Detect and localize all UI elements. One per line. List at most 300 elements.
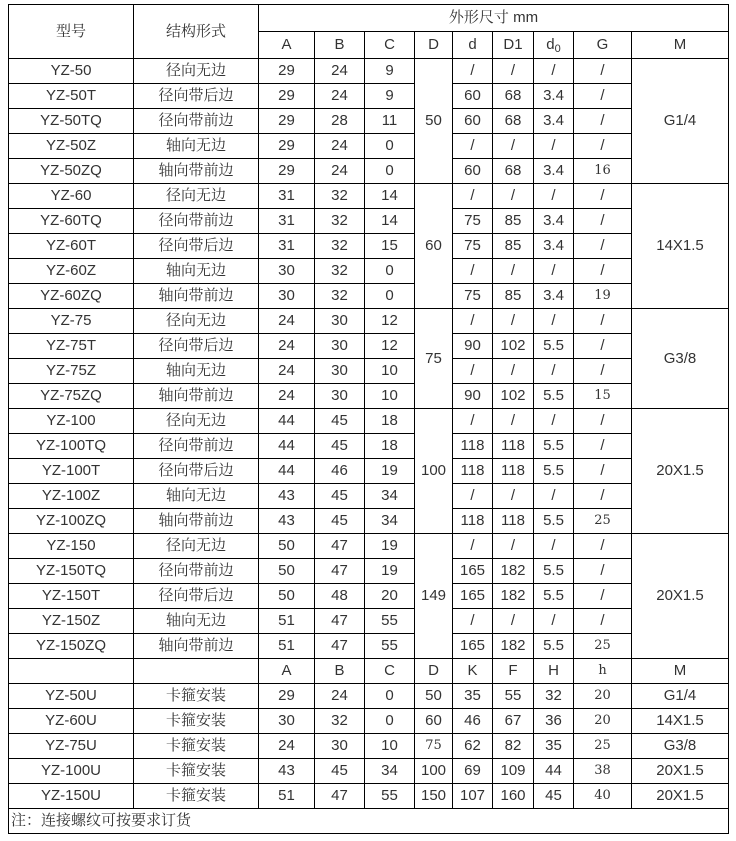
h-cell: 35 <box>534 734 574 759</box>
thread-cell: 20X1.5 <box>632 534 729 659</box>
inner-diameter-cell: 75 <box>453 234 493 259</box>
c-cell: 34 <box>365 509 415 534</box>
c-cell: 0 <box>365 709 415 734</box>
m-cell: G3/8 <box>632 734 729 759</box>
m-cell: 20X1.5 <box>632 759 729 784</box>
table-row <box>9 334 729 359</box>
a-cell: 29 <box>259 109 315 134</box>
d0-cell: 3.4 <box>534 159 574 184</box>
inner-diameter-cell: / <box>453 409 493 434</box>
u-header-row <box>9 659 729 684</box>
d0-cell: 3.4 <box>534 209 574 234</box>
f-cell: 55 <box>493 684 534 709</box>
a-cell: 31 <box>259 184 315 209</box>
table-row <box>9 634 729 659</box>
c-cell: 10 <box>365 359 415 384</box>
d0-cell: / <box>534 259 574 284</box>
table-row <box>9 134 729 159</box>
d0-cell: 5.5 <box>534 384 574 409</box>
c-cell: 10 <box>365 734 415 759</box>
a-cell: 43 <box>259 759 315 784</box>
b-cell: 30 <box>315 359 365 384</box>
d0-cell: 5.5 <box>534 634 574 659</box>
h-cell: 32 <box>534 684 574 709</box>
note-cell: 注：连接螺纹可按要求订货 <box>9 809 729 834</box>
table-row <box>9 609 729 634</box>
d1-cell: 182 <box>493 584 534 609</box>
g-cell: / <box>574 609 632 634</box>
d1-cell: 118 <box>493 434 534 459</box>
b-cell: 47 <box>315 784 365 809</box>
model-cell: YZ-100Z <box>9 484 134 509</box>
a-cell: 29 <box>259 84 315 109</box>
outer-diameter-cell: 149 <box>415 534 453 659</box>
inner-diameter-cell: 90 <box>453 334 493 359</box>
u-col-header-h-upper: H <box>534 659 574 684</box>
d-cell: 75 <box>415 734 453 759</box>
a-cell: 31 <box>259 209 315 234</box>
d0-cell: / <box>534 534 574 559</box>
a-cell: 43 <box>259 509 315 534</box>
inner-diameter-cell: / <box>453 184 493 209</box>
a-cell: 29 <box>259 134 315 159</box>
model-cell: YZ-60U <box>9 709 134 734</box>
d1-cell: 118 <box>493 459 534 484</box>
inner-diameter-cell: 90 <box>453 384 493 409</box>
a-cell: 24 <box>259 309 315 334</box>
k-cell: 62 <box>453 734 493 759</box>
d0-cell: / <box>534 59 574 84</box>
g-cell: / <box>574 184 632 209</box>
u-col-header-k: K <box>453 659 493 684</box>
d0-cell: 5.5 <box>534 584 574 609</box>
c-cell: 34 <box>365 484 415 509</box>
structure-cell: 径向无边 <box>134 534 259 559</box>
d1-cell: / <box>493 484 534 509</box>
u-col-header-a: A <box>259 659 315 684</box>
k-cell: 35 <box>453 684 493 709</box>
d0-cell: 5.5 <box>534 559 574 584</box>
model-cell: YZ-150ZQ <box>9 634 134 659</box>
model-cell: YZ-150 <box>9 534 134 559</box>
col-header-d-inner: d <box>453 32 493 59</box>
model-cell: YZ-100T <box>9 459 134 484</box>
model-cell: YZ-60T <box>9 234 134 259</box>
d1-cell: / <box>493 134 534 159</box>
d-cell: 100 <box>415 759 453 784</box>
col-header-d1: D1 <box>493 32 534 59</box>
outer-diameter-cell: 50 <box>415 59 453 184</box>
model-cell: YZ-50T <box>9 84 134 109</box>
structure-cell: 轴向无边 <box>134 609 259 634</box>
model-cell: YZ-60ZQ <box>9 284 134 309</box>
g-cell: / <box>574 584 632 609</box>
table-row <box>9 459 729 484</box>
g-cell: / <box>574 134 632 159</box>
structure-cell: 卡箍安装 <box>134 759 259 784</box>
structure-cell: 径向无边 <box>134 409 259 434</box>
structure-cell: 径向无边 <box>134 59 259 84</box>
d0-subscript: 0 <box>554 43 561 55</box>
g-cell: / <box>574 484 632 509</box>
model-cell: YZ-50TQ <box>9 109 134 134</box>
h-cell: 45 <box>534 784 574 809</box>
u-col-header-f: F <box>493 659 534 684</box>
c-cell: 9 <box>365 84 415 109</box>
c-cell: 19 <box>365 534 415 559</box>
inner-diameter-cell: 118 <box>453 459 493 484</box>
d1-cell: 182 <box>493 559 534 584</box>
col-header-d0 <box>534 32 574 59</box>
d1-cell: 118 <box>493 509 534 534</box>
c-cell: 10 <box>365 384 415 409</box>
f-cell: 67 <box>493 709 534 734</box>
a-cell: 43 <box>259 484 315 509</box>
d0-cell: 3.4 <box>534 234 574 259</box>
d0-cell: / <box>534 134 574 159</box>
structure-cell: 轴向无边 <box>134 484 259 509</box>
a-cell: 31 <box>259 234 315 259</box>
model-cell: YZ-100U <box>9 759 134 784</box>
structure-header: 结构形式 <box>134 5 259 59</box>
g-cell: / <box>574 234 632 259</box>
structure-cell: 径向带后边 <box>134 84 259 109</box>
c-cell: 0 <box>365 684 415 709</box>
model-cell: YZ-100ZQ <box>9 509 134 534</box>
c-cell: 12 <box>365 334 415 359</box>
m-cell: G1/4 <box>632 684 729 709</box>
h-cell: 44 <box>534 759 574 784</box>
model-cell: YZ-150U <box>9 784 134 809</box>
c-cell: 20 <box>365 584 415 609</box>
table-row <box>9 734 729 759</box>
c-cell: 0 <box>365 159 415 184</box>
d0-cell: / <box>534 184 574 209</box>
a-cell: 24 <box>259 334 315 359</box>
a-cell: 24 <box>259 734 315 759</box>
d0-cell: / <box>534 359 574 384</box>
b-cell: 24 <box>315 134 365 159</box>
structure-cell: 卡箍安装 <box>134 684 259 709</box>
dimensions-header: 外形尺寸 mm <box>259 5 729 32</box>
d0-cell: 5.5 <box>534 334 574 359</box>
table-row <box>9 84 729 109</box>
g-cell: / <box>574 109 632 134</box>
d0-cell: / <box>534 409 574 434</box>
d1-cell: / <box>493 184 534 209</box>
table-row <box>9 434 729 459</box>
model-cell: YZ-50 <box>9 59 134 84</box>
inner-diameter-cell: 165 <box>453 559 493 584</box>
col-header-b: B <box>315 32 365 59</box>
structure-cell: 径向带后边 <box>134 334 259 359</box>
a-cell: 50 <box>259 584 315 609</box>
d1-cell: 68 <box>493 109 534 134</box>
f-cell: 82 <box>493 734 534 759</box>
f-cell: 109 <box>493 759 534 784</box>
b-cell: 47 <box>315 634 365 659</box>
d-cell: 50 <box>415 684 453 709</box>
table-row <box>9 684 729 709</box>
inner-diameter-cell: / <box>453 59 493 84</box>
d0-cell: 3.4 <box>534 284 574 309</box>
inner-diameter-cell: / <box>453 484 493 509</box>
d1-cell: / <box>493 309 534 334</box>
inner-diameter-cell: 165 <box>453 634 493 659</box>
c-cell: 0 <box>365 284 415 309</box>
g-cell: 15 <box>574 384 632 409</box>
h-cell: 36 <box>534 709 574 734</box>
a-cell: 29 <box>259 59 315 84</box>
inner-diameter-cell: / <box>453 134 493 159</box>
a-cell: 29 <box>259 684 315 709</box>
d0-cell: 3.4 <box>534 84 574 109</box>
a-cell: 30 <box>259 709 315 734</box>
c-cell: 0 <box>365 259 415 284</box>
a-cell: 50 <box>259 559 315 584</box>
b-cell: 45 <box>315 484 365 509</box>
d1-cell: 68 <box>493 159 534 184</box>
d0-cell: 5.5 <box>534 509 574 534</box>
a-cell: 51 <box>259 784 315 809</box>
g-cell: 25 <box>574 509 632 534</box>
d0-base: d <box>546 36 555 53</box>
model-cell: YZ-50U <box>9 684 134 709</box>
table-row <box>9 759 729 784</box>
outer-diameter-cell: 100 <box>415 409 453 534</box>
table-row <box>9 534 729 559</box>
c-cell: 55 <box>365 634 415 659</box>
structure-cell: 径向无边 <box>134 184 259 209</box>
b-cell: 45 <box>315 759 365 784</box>
table-row <box>9 484 729 509</box>
d1-cell: 102 <box>493 384 534 409</box>
c-cell: 19 <box>365 459 415 484</box>
model-cell: YZ-60TQ <box>9 209 134 234</box>
inner-diameter-cell: 118 <box>453 434 493 459</box>
col-header-m: M <box>632 32 729 59</box>
b-cell: 30 <box>315 384 365 409</box>
spec-table-container <box>8 4 729 834</box>
d0-cell: 3.4 <box>534 109 574 134</box>
table-row <box>9 584 729 609</box>
structure-cell: 卡箍安装 <box>134 734 259 759</box>
structure-cell: 径向带后边 <box>134 234 259 259</box>
table-row <box>9 509 729 534</box>
col-header-c: C <box>365 32 415 59</box>
c-cell: 14 <box>365 184 415 209</box>
g-cell: 25 <box>574 634 632 659</box>
a-cell: 24 <box>259 384 315 409</box>
u-col-header-d: D <box>415 659 453 684</box>
b-cell: 48 <box>315 584 365 609</box>
thread-cell: G1/4 <box>632 59 729 184</box>
d1-cell: / <box>493 259 534 284</box>
blank-cell <box>134 659 259 684</box>
structure-cell: 径向带前边 <box>134 209 259 234</box>
inner-diameter-cell: 165 <box>453 584 493 609</box>
table-row <box>9 234 729 259</box>
thread-cell: 14X1.5 <box>632 184 729 309</box>
f-cell: 160 <box>493 784 534 809</box>
structure-cell: 卡箍安装 <box>134 784 259 809</box>
table-row <box>9 159 729 184</box>
structure-cell: 径向带前边 <box>134 434 259 459</box>
d1-cell: 85 <box>493 284 534 309</box>
d1-cell: 182 <box>493 634 534 659</box>
b-cell: 47 <box>315 559 365 584</box>
model-cell: YZ-75U <box>9 734 134 759</box>
b-cell: 32 <box>315 709 365 734</box>
spec-table <box>8 4 729 834</box>
structure-cell: 轴向无边 <box>134 259 259 284</box>
b-cell: 30 <box>315 309 365 334</box>
outer-diameter-cell: 60 <box>415 184 453 309</box>
g-cell: / <box>574 309 632 334</box>
a-cell: 51 <box>259 609 315 634</box>
table-row <box>9 284 729 309</box>
c-cell: 14 <box>365 209 415 234</box>
a-cell: 29 <box>259 159 315 184</box>
inner-diameter-cell: 75 <box>453 209 493 234</box>
structure-cell: 轴向带前边 <box>134 284 259 309</box>
g-cell: / <box>574 334 632 359</box>
h-cell: 20 <box>574 684 632 709</box>
structure-cell: 轴向带前边 <box>134 509 259 534</box>
a-cell: 44 <box>259 434 315 459</box>
inner-diameter-cell: 60 <box>453 109 493 134</box>
g-cell: / <box>574 59 632 84</box>
structure-cell: 径向带后边 <box>134 459 259 484</box>
c-cell: 11 <box>365 109 415 134</box>
a-cell: 24 <box>259 359 315 384</box>
model-cell: YZ-60Z <box>9 259 134 284</box>
h-cell: 40 <box>574 784 632 809</box>
b-cell: 24 <box>315 59 365 84</box>
b-cell: 32 <box>315 209 365 234</box>
table-row <box>9 209 729 234</box>
inner-diameter-cell: / <box>453 359 493 384</box>
b-cell: 47 <box>315 609 365 634</box>
c-cell: 15 <box>365 234 415 259</box>
c-cell: 55 <box>365 609 415 634</box>
inner-diameter-cell: 75 <box>453 284 493 309</box>
b-cell: 28 <box>315 109 365 134</box>
structure-cell: 轴向无边 <box>134 134 259 159</box>
note-row <box>9 809 729 834</box>
model-cell: YZ-75Z <box>9 359 134 384</box>
b-cell: 30 <box>315 734 365 759</box>
m-cell: 20X1.5 <box>632 784 729 809</box>
model-cell: YZ-150T <box>9 584 134 609</box>
g-cell: / <box>574 84 632 109</box>
d1-cell: / <box>493 359 534 384</box>
b-cell: 32 <box>315 259 365 284</box>
inner-diameter-cell: 60 <box>453 159 493 184</box>
b-cell: 24 <box>315 159 365 184</box>
d0-cell: 5.5 <box>534 434 574 459</box>
outer-diameter-cell: 75 <box>415 309 453 409</box>
g-cell: / <box>574 534 632 559</box>
model-cell: YZ-100TQ <box>9 434 134 459</box>
b-cell: 24 <box>315 84 365 109</box>
d0-cell: / <box>534 609 574 634</box>
model-cell: YZ-60 <box>9 184 134 209</box>
table-row <box>9 309 729 334</box>
u-col-header-c: C <box>365 659 415 684</box>
table-row <box>9 384 729 409</box>
structure-cell: 径向无边 <box>134 309 259 334</box>
structure-cell: 轴向带前边 <box>134 384 259 409</box>
col-header-g: G <box>574 32 632 59</box>
c-cell: 18 <box>365 434 415 459</box>
b-cell: 30 <box>315 334 365 359</box>
a-cell: 51 <box>259 634 315 659</box>
model-cell: YZ-75T <box>9 334 134 359</box>
c-cell: 19 <box>365 559 415 584</box>
structure-cell: 卡箍安装 <box>134 709 259 734</box>
d1-cell: 85 <box>493 234 534 259</box>
structure-cell: 径向带后边 <box>134 584 259 609</box>
a-cell: 30 <box>259 259 315 284</box>
d1-cell: / <box>493 59 534 84</box>
c-cell: 34 <box>365 759 415 784</box>
b-cell: 32 <box>315 284 365 309</box>
a-cell: 44 <box>259 459 315 484</box>
table-row <box>9 109 729 134</box>
d0-cell: / <box>534 484 574 509</box>
structure-cell: 轴向带前边 <box>134 159 259 184</box>
d1-cell: / <box>493 409 534 434</box>
table-row <box>9 259 729 284</box>
structure-cell: 径向带前边 <box>134 559 259 584</box>
b-cell: 45 <box>315 434 365 459</box>
b-cell: 45 <box>315 409 365 434</box>
inner-diameter-cell: / <box>453 609 493 634</box>
c-cell: 9 <box>365 59 415 84</box>
inner-diameter-cell: / <box>453 309 493 334</box>
inner-diameter-cell: / <box>453 259 493 284</box>
h-cell: 38 <box>574 759 632 784</box>
d-cell: 60 <box>415 709 453 734</box>
b-cell: 47 <box>315 534 365 559</box>
d0-cell: 5.5 <box>534 459 574 484</box>
g-cell: / <box>574 209 632 234</box>
inner-diameter-cell: 118 <box>453 509 493 534</box>
g-cell: / <box>574 559 632 584</box>
c-cell: 55 <box>365 784 415 809</box>
structure-cell: 径向带前边 <box>134 109 259 134</box>
model-cell: YZ-50ZQ <box>9 159 134 184</box>
model-cell: YZ-100 <box>9 409 134 434</box>
inner-diameter-cell: 60 <box>453 84 493 109</box>
k-cell: 107 <box>453 784 493 809</box>
model-cell: YZ-75ZQ <box>9 384 134 409</box>
b-cell: 24 <box>315 684 365 709</box>
b-cell: 46 <box>315 459 365 484</box>
header-row-1 <box>9 5 729 32</box>
u-col-header-b: B <box>315 659 365 684</box>
table-row <box>9 559 729 584</box>
d1-cell: 102 <box>493 334 534 359</box>
table-row <box>9 359 729 384</box>
blank-cell <box>9 659 134 684</box>
thread-cell: 20X1.5 <box>632 409 729 534</box>
d1-cell: 68 <box>493 84 534 109</box>
u-col-header-h-lower: h <box>574 659 632 684</box>
model-cell: YZ-150TQ <box>9 559 134 584</box>
table-row <box>9 409 729 434</box>
